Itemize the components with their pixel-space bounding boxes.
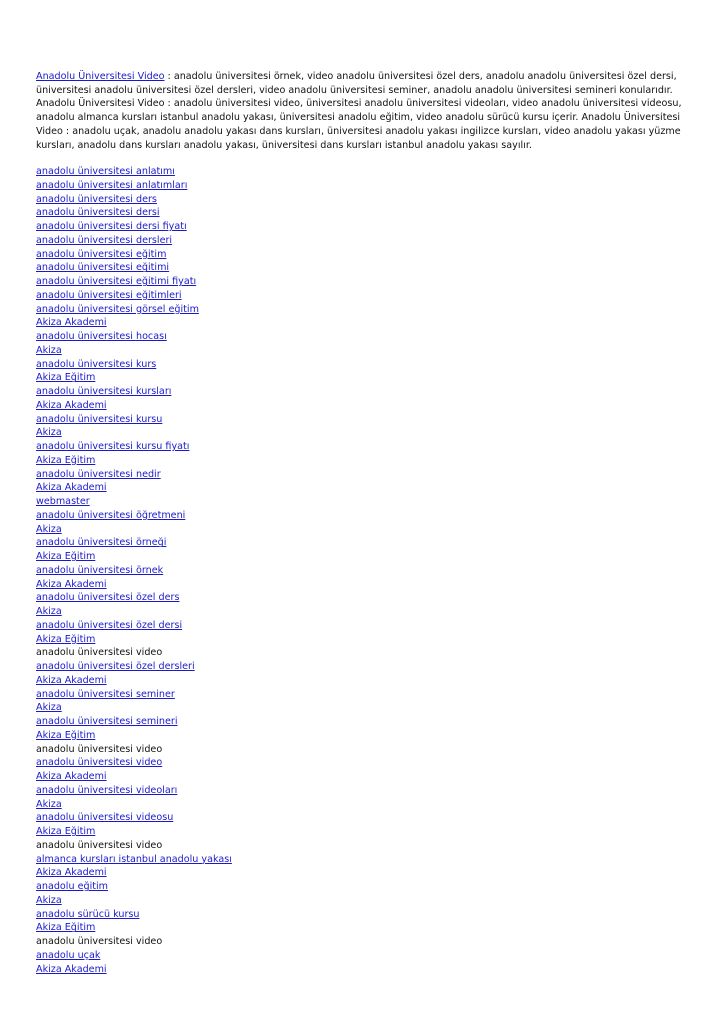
list-item-link[interactable]: Akiza Eğitim [36,551,96,563]
list-item-link[interactable]: anadolu üniversitesi kursu [36,413,163,425]
list-item-link[interactable]: Akiza Akademi [36,482,107,494]
list-item-link[interactable]: Akiza Akademi [36,867,107,879]
list-item-link[interactable]: almanca kursları istanbul anadolu yakası [36,853,232,865]
list-item-link[interactable]: Akiza Eğitim [36,372,96,384]
list-item[interactable] [36,715,692,729]
list-item[interactable] [36,330,692,344]
list-item[interactable] [36,798,692,812]
list-item[interactable] [36,921,692,935]
list-item[interactable] [36,894,692,908]
list-item-link[interactable]: anadolu üniversitesi eğitim [36,248,167,260]
list-item[interactable] [36,578,692,592]
list-item-link[interactable]: anadolu üniversitesi videoları [36,784,178,796]
list-item[interactable] [36,316,692,330]
list-item[interactable] [36,413,692,427]
list-item-link[interactable]: anadolu üniversitesi dersleri [36,234,173,246]
list-item-link[interactable]: Akiza Akademi [36,399,107,411]
list-item[interactable] [36,261,692,275]
list-item[interactable] [36,248,692,262]
list-item[interactable] [36,550,692,564]
list-item[interactable] [36,165,692,179]
list-item-link[interactable]: anadolu üniversitesi semineri [36,716,178,728]
list-item[interactable] [36,440,692,454]
list-item[interactable] [36,701,692,715]
list-item-link[interactable]: anadolu üniversitesi özel dersi [36,619,183,631]
list-item-text: anadolu üniversitesi video [36,743,163,755]
list-item-text: anadolu üniversitesi video [36,839,163,851]
list-item[interactable] [36,206,692,220]
list-item[interactable] [36,303,692,317]
list-item[interactable] [36,880,692,894]
list-item-link[interactable]: anadolu üniversitesi kursları [36,386,172,398]
list-item[interactable] [36,770,692,784]
list-item[interactable] [36,371,692,385]
list-item[interactable] [36,784,692,798]
list-item[interactable] [36,234,692,248]
list-item[interactable] [36,193,692,207]
list-item[interactable] [36,536,692,550]
list-item-link[interactable]: Akiza [36,798,62,810]
list-item-link[interactable]: Akiza Akademi [36,771,107,783]
list-item[interactable] [36,591,692,605]
list-item[interactable] [36,564,692,578]
list-item-link[interactable]: webmaster [36,496,90,508]
list-item-link[interactable]: Akiza [36,894,62,906]
list-item[interactable] [36,853,692,867]
list-item[interactable] [36,481,692,495]
list-item-link[interactable]: Akiza [36,702,62,714]
list-item-link[interactable]: anadolu üniversitesi kursu fiyatı [36,441,190,453]
list-item-link[interactable]: anadolu üniversitesi dersi [36,207,160,219]
list-item[interactable] [36,866,692,880]
list-item-link[interactable]: anadolu üniversitesi anlatımları [36,179,188,191]
list-item-link[interactable]: Akiza Akademi [36,317,107,329]
list-item[interactable] [36,468,692,482]
list-item[interactable] [36,660,692,674]
list-item[interactable] [36,289,692,303]
list-item-link[interactable]: Akiza [36,606,62,618]
list-item[interactable] [36,756,692,770]
list-item-link[interactable]: anadolu üniversitesi görsel eğitim [36,303,199,315]
list-item-link[interactable]: Akiza Eğitim [36,922,96,934]
list-item [36,839,692,853]
list-item-link[interactable]: anadolu eğitim [36,881,109,893]
list-item-link[interactable]: Akiza Eğitim [36,729,96,741]
link-list [36,165,692,976]
list-item[interactable] [36,358,692,372]
list-item-link[interactable]: Akiza Eğitim [36,826,96,838]
list-item[interactable] [36,633,692,647]
list-item-link[interactable]: anadolu üniversitesi hocası [36,331,167,343]
list-item[interactable] [36,688,692,702]
list-item-link[interactable]: anadolu üniversitesi kurs [36,358,157,370]
list-item-link[interactable]: anadolu uçak [36,949,101,961]
list-item-text: anadolu üniversitesi video [36,936,163,948]
list-item[interactable] [36,344,692,358]
document-page [36,70,692,976]
list-item[interactable] [36,605,692,619]
list-item[interactable] [36,509,692,523]
list-item-link[interactable]: anadolu üniversitesi ders [36,193,157,205]
list-item-link[interactable]: anadolu sürücü kursu [36,908,140,920]
list-item-link[interactable]: Akiza Eğitim [36,633,96,645]
list-item-link[interactable]: anadolu üniversitesi örnek [36,564,164,576]
list-item-link[interactable]: Akiza Akademi [36,674,107,686]
list-item-link[interactable]: anadolu üniversitesi özel dersleri [36,661,195,673]
list-item-link[interactable]: Akiza Akademi [36,963,107,975]
list-item[interactable] [36,426,692,440]
list-item-link[interactable]: Akiza [36,523,62,535]
list-item-link[interactable]: anadolu üniversitesi seminer [36,688,175,700]
list-item-link[interactable]: Akiza [36,344,62,356]
list-item[interactable] [36,674,692,688]
list-item-link[interactable]: anadolu üniversitesi eğitimi fiyatı [36,276,197,288]
list-item[interactable] [36,811,692,825]
list-item-link[interactable]: anadolu üniversitesi video [36,757,163,769]
list-item[interactable] [36,275,692,289]
intro-paragraph [36,70,692,152]
list-item-link[interactable]: anadolu üniversitesi nedir [36,468,161,480]
list-item[interactable] [36,495,692,509]
list-item[interactable] [36,949,692,963]
list-item-link[interactable]: anadolu üniversitesi örneği [36,537,167,549]
list-item[interactable] [36,619,692,633]
list-item-link[interactable]: Akiza Eğitim [36,454,96,466]
list-item-link[interactable]: Akiza [36,427,62,439]
list-item-link[interactable]: anadolu üniversitesi videosu [36,812,174,824]
list-item[interactable] [36,523,692,537]
list-item[interactable] [36,454,692,468]
list-item [36,935,692,949]
list-item-link[interactable]: anadolu üniversitesi öğretmeni [36,509,186,521]
list-item[interactable] [36,825,692,839]
list-item[interactable] [36,729,692,743]
list-item-text: anadolu üniversitesi video [36,647,163,659]
list-item-link[interactable]: Akiza Akademi [36,578,107,590]
intro-title-link[interactable]: Anadolu Üniversitesi Video [36,71,165,82]
list-item[interactable] [36,963,692,977]
list-item [36,743,692,757]
list-item-link[interactable]: anadolu üniversitesi eğitimleri [36,289,182,301]
list-item[interactable] [36,179,692,193]
list-item-link[interactable]: anadolu üniversitesi özel ders [36,592,180,604]
list-item-link[interactable]: anadolu üniversitesi anlatımı [36,166,175,178]
list-item [36,646,692,660]
list-item[interactable] [36,220,692,234]
list-item[interactable] [36,908,692,922]
list-item[interactable] [36,385,692,399]
list-item-link[interactable]: anadolu üniversitesi dersi fiyatı [36,221,187,233]
intro-text: : anadolu üniversitesi örnek, video anadolu üniversitesi özel ders, anadolu anadolu üniversitesi özel dersi, üniversitesi anadolu üniversitesi özel dersleri, video anadolu üniversitesi seminer, anadolu anadolu üniversitesi semineri konularıdır. Anadolu Üniversitesi Video : anadolu üniversitesi video, üniversitesi anadolu üniversitesi videoları, video anadolu üniversitesi videosu, anadolu almanca kursları istanbul anadolu yakası, üniversitesi anadolu eğitim, video anadolu sürücü kursu içerir. Anadolu Üniversitesi Video : anadolu uçak, anadolu anadolu yakası dans kursları, üniversitesi anadolu yakası ingilizce kursları, video anadolu yakası yüzme kursları, anadolu dans kursları anadolu yakası, üniversitesi dans kursları istanbul anadolu yakası sayılır. [36,71,682,151]
list-item[interactable] [36,399,692,413]
list-item-link[interactable]: anadolu üniversitesi eğitimi [36,262,170,274]
